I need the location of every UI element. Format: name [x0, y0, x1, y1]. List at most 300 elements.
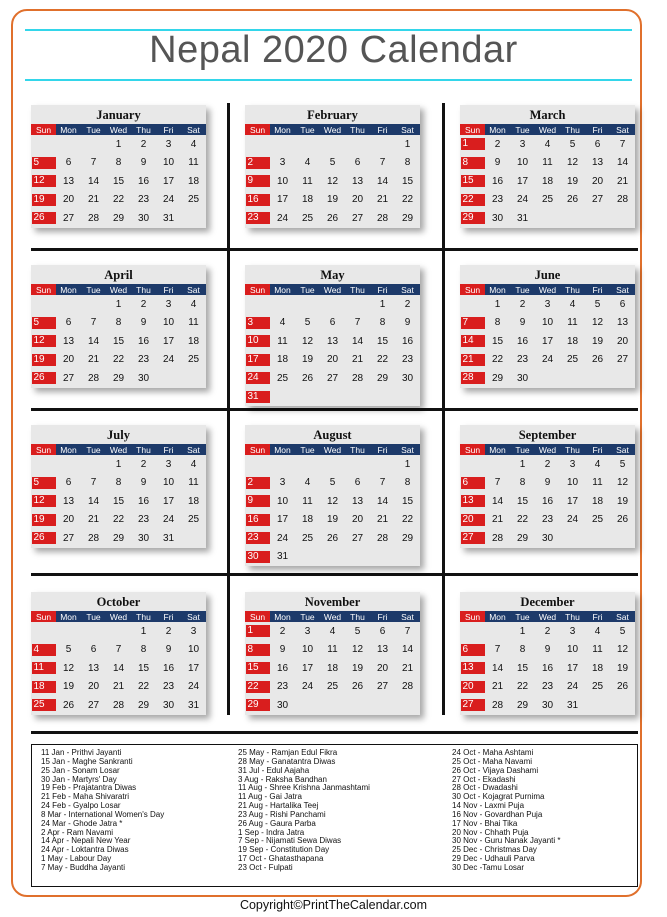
day-cell: 19 [326, 514, 339, 526]
day-cell [245, 332, 270, 351]
week-row [460, 659, 635, 678]
week-row [460, 492, 635, 511]
day-cell: 12 [351, 644, 364, 656]
sunday-marker: 5 [32, 157, 56, 169]
day-cell: 29 [516, 532, 529, 544]
weekday-header: Fri [156, 284, 181, 295]
day-cell [245, 388, 270, 407]
day-cell [31, 172, 56, 191]
day-cell [31, 696, 56, 715]
day-cell [245, 154, 270, 173]
day-cell: 3 [304, 625, 311, 637]
day-cell [535, 209, 560, 228]
day-cell [460, 332, 485, 351]
day-cell [31, 295, 56, 314]
sunday-marker: 22 [461, 194, 485, 206]
day-cell: 6 [354, 157, 361, 169]
day-cell: 15 [516, 495, 529, 507]
weekday-header: Mon [56, 284, 81, 295]
day-cell: 1 [115, 458, 122, 470]
day-cell: 27 [62, 212, 75, 224]
sunday-marker: 2 [246, 157, 270, 169]
day-cell: 12 [616, 644, 629, 656]
day-cell: 3 [569, 625, 576, 637]
holiday-item: 2 Apr - Ram Navami [41, 827, 114, 837]
holiday-item: 24 Apr - Loktantra Diwas [41, 845, 129, 855]
day-cell [31, 641, 56, 660]
day-cell: 3 [190, 625, 197, 637]
weekday-header: Wed [320, 124, 345, 135]
day-cell: 9 [544, 644, 551, 656]
holiday-item: 25 Dec - Christmas Day [452, 845, 537, 855]
day-cell [56, 622, 81, 641]
day-cell: 3 [544, 298, 551, 310]
day-cell: 27 [326, 372, 339, 384]
holiday-item: 27 Oct - Ekadashi [452, 774, 516, 784]
month-name: December [520, 595, 575, 609]
day-cell: 10 [162, 317, 175, 329]
weekday-header: Fri [370, 611, 395, 622]
day-cell: 22 [401, 194, 414, 206]
day-cell: 19 [301, 354, 314, 366]
day-cell [320, 455, 345, 474]
holiday-item: 8 Mar - International Women's Day [41, 809, 165, 819]
day-cell: 14 [87, 495, 100, 507]
day-cell: 15 [112, 175, 125, 187]
day-cell: 30 [137, 212, 150, 224]
week-row [460, 511, 635, 530]
weekday-header: Sat [181, 444, 206, 455]
day-cell: 6 [619, 298, 626, 310]
weekday-header: Wed [106, 284, 131, 295]
day-cell: 26 [62, 699, 75, 711]
day-cell: 21 [112, 681, 125, 693]
day-cell: 28 [87, 372, 100, 384]
day-cell: 17 [541, 335, 554, 347]
weekday-header: Mon [270, 284, 295, 295]
sunday-marker: 6 [461, 644, 485, 656]
weekday-header: Mon [485, 124, 510, 135]
day-cell: 15 [137, 662, 150, 674]
day-cell: 26 [351, 681, 364, 693]
day-cell: 27 [62, 532, 75, 544]
day-cell: 25 [276, 372, 289, 384]
day-cell: 11 [188, 477, 199, 489]
day-cell: 28 [87, 532, 100, 544]
sunday-marker: 5 [32, 477, 56, 489]
weekday-header: Sun [31, 611, 56, 622]
day-cell: 23 [541, 681, 554, 693]
day-cell: 15 [112, 335, 125, 347]
sunday-marker: 24 [246, 372, 270, 384]
day-cell: 14 [376, 175, 389, 187]
day-cell: 31 [566, 699, 579, 711]
weekday-header: Wed [535, 444, 560, 455]
day-cell: 13 [326, 335, 339, 347]
day-cell [245, 492, 270, 511]
holiday-item: 11 Aug - Shree Krishna Janmashtami [238, 783, 370, 793]
day-cell: 6 [90, 644, 97, 656]
day-cell: 23 [276, 681, 289, 693]
week-row [460, 191, 635, 210]
day-cell: 31 [276, 551, 289, 563]
day-cell: 8 [404, 157, 411, 169]
day-cell [31, 154, 56, 173]
day-cell: 3 [279, 157, 286, 169]
day-cell: 24 [566, 514, 579, 526]
day-cell: 30 [276, 699, 289, 711]
week-row [460, 351, 635, 370]
day-cell: 18 [187, 495, 200, 507]
month-december [460, 592, 635, 715]
day-cell: 29 [491, 372, 504, 384]
week-row [245, 659, 420, 678]
day-cell: 24 [276, 212, 289, 224]
weekday-header: Fri [585, 444, 610, 455]
day-cell: 3 [165, 458, 172, 470]
sunday-marker: 19 [32, 514, 56, 526]
weekday-header: Tue [81, 444, 106, 455]
week-row [31, 332, 206, 351]
day-cell [245, 209, 270, 228]
sunday-marker: 29 [461, 212, 485, 224]
month-name: April [104, 268, 133, 282]
week-row [460, 314, 635, 333]
weekday-header: Fri [370, 444, 395, 455]
week-row [245, 172, 420, 191]
day-cell: 9 [279, 644, 286, 656]
day-cell: 9 [544, 477, 551, 489]
weekday-header: Tue [510, 444, 535, 455]
day-cell: 8 [115, 317, 122, 329]
day-cell: 20 [376, 662, 389, 674]
day-cell [320, 696, 345, 715]
day-cell: 31 [187, 699, 200, 711]
week-row [245, 455, 420, 474]
weekday-header: Mon [270, 124, 295, 135]
day-cell: 5 [619, 458, 626, 470]
week-row [31, 135, 206, 154]
day-cell: 9 [140, 477, 147, 489]
weekday-header: Fri [156, 444, 181, 455]
day-cell: 2 [544, 625, 551, 637]
day-cell [560, 209, 585, 228]
sunday-marker: 23 [246, 212, 270, 224]
sunday-marker: 26 [32, 212, 56, 224]
day-cell: 26 [591, 354, 604, 366]
day-cell: 11 [567, 317, 578, 329]
day-cell: 23 [491, 194, 504, 206]
day-cell: 21 [491, 514, 504, 526]
day-cell: 21 [616, 175, 629, 187]
day-cell [181, 529, 206, 548]
day-cell: 5 [354, 625, 361, 637]
day-cell: 25 [301, 212, 314, 224]
day-cell: 24 [162, 194, 175, 206]
day-cell: 13 [62, 335, 75, 347]
holiday-item: 26 Oct - Vijaya Dashami [452, 765, 539, 775]
day-cell: 14 [491, 495, 504, 507]
day-cell [560, 369, 585, 388]
weekday-header: Mon [56, 444, 81, 455]
month-grid [245, 124, 420, 228]
day-cell: 18 [187, 175, 200, 187]
weekday-header: Tue [295, 284, 320, 295]
sunday-marker: 5 [32, 317, 56, 329]
month-august [245, 425, 420, 566]
day-cell [485, 622, 510, 641]
day-cell [31, 678, 56, 697]
weekday-header: Sat [181, 124, 206, 135]
holiday-item: 30 Dec -Tamu Losar [452, 862, 525, 872]
day-cell [245, 678, 270, 697]
weekday-header: Sun [460, 284, 485, 295]
week-row [460, 154, 635, 173]
day-cell: 16 [276, 662, 289, 674]
day-cell: 11 [327, 644, 338, 656]
day-cell [460, 191, 485, 210]
day-cell [370, 388, 395, 407]
day-cell [370, 696, 395, 715]
day-cell: 20 [326, 354, 339, 366]
week-row [31, 529, 206, 548]
day-cell: 2 [494, 138, 501, 150]
week-row [31, 351, 206, 370]
day-cell: 18 [591, 495, 604, 507]
day-cell: 2 [544, 458, 551, 470]
day-cell [31, 511, 56, 530]
day-cell [56, 135, 81, 154]
day-cell [270, 295, 295, 314]
week-row [31, 659, 206, 678]
day-cell [31, 529, 56, 548]
day-cell [295, 295, 320, 314]
holiday-item: 14 Nov - Laxmi Puja [452, 801, 525, 811]
week-row [245, 678, 420, 697]
day-cell: 20 [62, 514, 75, 526]
month-grid [31, 124, 206, 228]
week-row [245, 209, 420, 228]
day-cell: 2 [140, 298, 147, 310]
day-cell: 20 [351, 514, 364, 526]
day-cell [560, 529, 585, 548]
day-cell: 13 [351, 175, 364, 187]
weekday-header: Mon [56, 611, 81, 622]
month-september [460, 425, 635, 548]
holiday-item: 3 Aug - Raksha Bandhan [238, 774, 327, 784]
day-cell: 21 [401, 662, 414, 674]
day-cell: 11 [188, 157, 199, 169]
day-cell: 21 [351, 354, 364, 366]
week-row [31, 209, 206, 228]
sunday-marker: 1 [246, 625, 270, 637]
week-row [245, 511, 420, 530]
day-cell [395, 696, 420, 715]
day-cell: 17 [187, 662, 200, 674]
day-cell: 29 [401, 532, 414, 544]
day-cell: 10 [162, 157, 175, 169]
week-row [460, 641, 635, 660]
day-cell: 26 [326, 212, 339, 224]
day-cell: 7 [90, 317, 97, 329]
week-row [460, 696, 635, 715]
day-cell: 12 [326, 175, 339, 187]
day-cell [535, 369, 560, 388]
day-cell: 28 [376, 212, 389, 224]
day-cell: 18 [591, 662, 604, 674]
weekday-header: Thu [345, 611, 370, 622]
day-cell [156, 369, 181, 388]
day-cell: 25 [591, 514, 604, 526]
page-title: Nepal 2020 Calendar [149, 29, 518, 71]
day-cell: 8 [519, 644, 526, 656]
day-cell [295, 696, 320, 715]
grid-line [442, 103, 445, 715]
weekday-header: Tue [510, 124, 535, 135]
month-grid [245, 444, 420, 566]
week-row [245, 492, 420, 511]
month-name: August [313, 428, 352, 442]
holiday-item: 14 Apr - Nepali New Year [41, 836, 131, 846]
day-cell: 24 [541, 354, 554, 366]
day-cell: 31 [516, 212, 529, 224]
day-cell: 11 [592, 644, 603, 656]
day-cell: 25 [187, 194, 200, 206]
day-cell: 19 [351, 662, 364, 674]
holiday-item: 25 May - Ramjan Edul Fikra [238, 748, 338, 757]
day-cell: 27 [87, 699, 100, 711]
day-cell: 17 [516, 175, 529, 187]
day-cell: 27 [376, 681, 389, 693]
month-november [245, 592, 420, 715]
day-cell [245, 455, 270, 474]
day-cell: 14 [401, 644, 414, 656]
weekday-header: Wed [535, 124, 560, 135]
weekday-header: Mon [270, 444, 295, 455]
day-cell [460, 492, 485, 511]
holiday-item: 17 Oct - Ghatasthapana [238, 854, 324, 864]
day-cell [320, 388, 345, 407]
day-cell: 18 [566, 335, 579, 347]
day-cell [395, 388, 420, 407]
weekday-header: Fri [156, 124, 181, 135]
day-cell: 21 [87, 194, 100, 206]
day-cell [460, 295, 485, 314]
weekday-header: Sun [31, 444, 56, 455]
grid-line [31, 731, 638, 734]
week-row [245, 548, 420, 567]
sunday-marker: 13 [461, 495, 485, 507]
weekday-header: Tue [295, 444, 320, 455]
sunday-marker: 7 [461, 317, 485, 329]
day-cell: 24 [162, 514, 175, 526]
day-cell: 22 [516, 514, 529, 526]
day-cell: 17 [162, 495, 175, 507]
day-cell [31, 492, 56, 511]
day-cell [270, 388, 295, 407]
day-cell: 6 [354, 477, 361, 489]
day-cell: 12 [591, 317, 604, 329]
sunday-marker: 9 [246, 175, 270, 187]
weekday-header: Thu [131, 611, 156, 622]
day-cell: 22 [112, 194, 125, 206]
weekday-header: Fri [156, 611, 181, 622]
sunday-marker: 10 [246, 335, 270, 347]
weekday-header: Wed [320, 611, 345, 622]
week-row [31, 455, 206, 474]
day-cell: 2 [404, 298, 411, 310]
week-row [245, 154, 420, 173]
day-cell: 28 [376, 532, 389, 544]
weekday-header: Tue [81, 611, 106, 622]
day-cell: 11 [277, 335, 288, 347]
holiday-item: 17 Nov - Bhai Tika [452, 818, 518, 828]
week-row [460, 209, 635, 228]
day-cell: 28 [112, 699, 125, 711]
weekday-header: Sat [181, 611, 206, 622]
sunday-marker: 30 [246, 551, 270, 563]
day-cell: 20 [62, 194, 75, 206]
day-cell [31, 314, 56, 333]
grid-line [227, 103, 230, 715]
weekday-header: Sat [395, 284, 420, 295]
weekday-header: Thu [131, 444, 156, 455]
day-cell: 24 [276, 532, 289, 544]
day-cell: 18 [301, 514, 314, 526]
day-cell: 30 [162, 699, 175, 711]
day-cell [31, 659, 56, 678]
day-cell: 22 [401, 514, 414, 526]
day-cell: 10 [187, 644, 200, 656]
day-cell: 14 [616, 157, 629, 169]
day-cell: 16 [137, 175, 150, 187]
week-row [245, 696, 420, 715]
day-cell: 27 [351, 532, 364, 544]
week-row [31, 154, 206, 173]
day-cell [245, 474, 270, 493]
holiday-item: 21 Aug - Hartalika Teej [238, 801, 319, 811]
day-cell: 6 [379, 625, 386, 637]
day-cell: 24 [566, 681, 579, 693]
grid-line [31, 573, 638, 576]
day-cell: 15 [376, 335, 389, 347]
month-grid [31, 444, 206, 548]
day-cell [460, 641, 485, 660]
week-row [245, 388, 420, 407]
day-cell [460, 351, 485, 370]
sunday-marker: 12 [32, 175, 56, 187]
day-cell: 21 [87, 354, 100, 366]
week-row [31, 172, 206, 191]
week-row [31, 295, 206, 314]
day-cell: 14 [87, 335, 100, 347]
day-cell: 5 [65, 644, 72, 656]
day-cell [245, 622, 270, 641]
day-cell [31, 209, 56, 228]
week-row [460, 295, 635, 314]
day-cell: 25 [541, 194, 554, 206]
weekday-header: Thu [131, 124, 156, 135]
day-cell [295, 548, 320, 567]
day-cell [460, 172, 485, 191]
week-row [460, 332, 635, 351]
day-cell [31, 622, 56, 641]
weekday-header: Sun [245, 444, 270, 455]
day-cell: 26 [301, 372, 314, 384]
day-cell: 13 [62, 175, 75, 187]
day-cell: 4 [594, 625, 601, 637]
day-cell: 26 [326, 532, 339, 544]
